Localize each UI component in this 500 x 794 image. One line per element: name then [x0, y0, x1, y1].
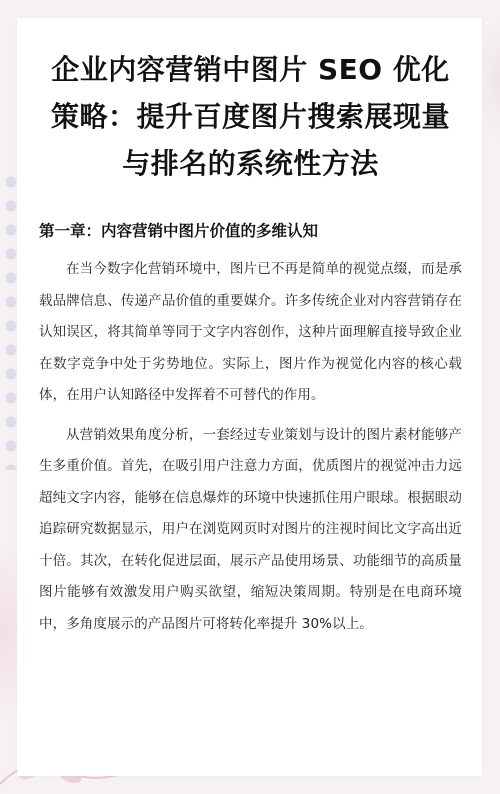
article-title: 企业内容营销中图片 SEO 优化策略：提升百度图片搜索展现量与排名的系统性方法 [50, 53, 450, 180]
chapter-heading: 第一章：内容营销中图片价值的多维认知 [39, 222, 319, 240]
document-page [17, 18, 482, 776]
paragraph: 从营销效果角度分析，一套经过专业策划与设计的图片素材能够产生多重价值。首先，在吸引用户注意力方面，优质图片的视觉冲击力远超纯文字内容，能够在信息爆炸的环境中快速抓住用户眼球。根据眼动追踪研究数据显示，用户在浏览网页时对图片的注视时间比文字高出近十倍。其次，在转化促进层面，展示产品使用场景、功能细节的高质量图片能够有效激发用户购买欲望，缩短决策周期。特别是在电商环境中，多角度展示的产品图片可将转化率提升 30%以上。 [39, 426, 462, 632]
paragraph: 在当今数字化营销环境中，图片已不再是简单的视觉点缀，而是承载品牌信息、传递产品价值的重要媒介。许多传统企业对内容营销存在认知误区，将其简单等同于文字内容创作，这种片面理解直接导致企业在数字竞争中处于劣势地位。实际上，图片作为视觉化内容的核心载体，在用户认知路径中发挥着不可替代的作用。 [39, 261, 462, 403]
